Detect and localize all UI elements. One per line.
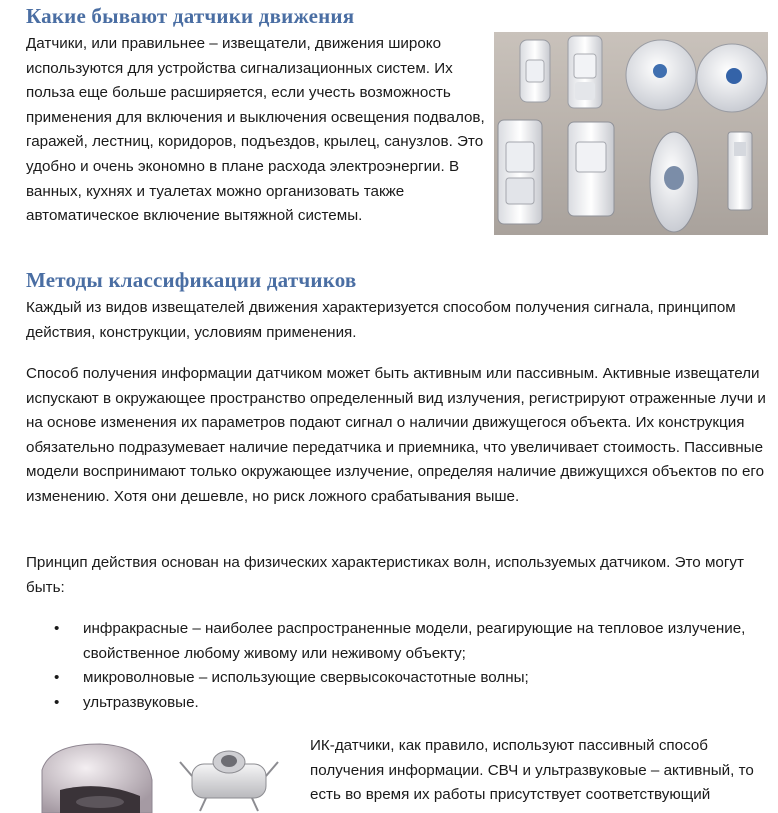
intro-paragraph: Датчики, или правильнее – извещатели, движения широко используются для устройства сигнализационных систем. Их польза еще больше расширяется, если учесть возможность применения для включения и выключения освещения подвалов, гаражей, лестниц, коридоров, подъездов, крылец, санузлов. Это удобно и очень экономно в плане расхода электроэнергии. В ванных, кухнях и туалетах можно организовать также автоматическое включение вытяжной системы. bbox=[26, 35, 485, 225]
sensor-types-list bbox=[26, 617, 746, 715]
motion-sensors-photo bbox=[494, 32, 768, 235]
list-item: • микроволновые – использующие свервысокочастотные волны; bbox=[26, 666, 746, 691]
list-item: • ультразвуковые. bbox=[26, 691, 746, 716]
ir-sensors-paragraph: ИК-датчики, как правило, используют пассивный способ получения информации. СВЧ и ультразвуковые – активный, то есть во время их работы присутствует соответствующий bbox=[310, 737, 754, 804]
ceiling-sensors-photo bbox=[30, 740, 290, 813]
heading-motion-sensor-types: Какие бывают датчики движения bbox=[26, 4, 355, 28]
bullet-icon: • bbox=[54, 693, 60, 711]
heading-classification-methods: Методы классификации датчиков bbox=[26, 268, 357, 292]
classification-paragraph: Каждый из видов извещателей движения характеризуется способом получения сигнала, принципом действия, конструкции, условиям применения. bbox=[26, 299, 736, 341]
list-item: • инфракрасные – наиболее распространенные модели, реагирующие на тепловое излучение, свойственное любому живому или неживому объекту; bbox=[26, 617, 746, 666]
signal-method-paragraph: Способ получения информации датчиком может быть активным или пассивным. Активные извещатели испускают в окружающее пространство определенный вид излучения, регистрируют отраженные лучи и на основе изменения их параметров подают сигнал о наличии движущегося объекта. Их конструкция обязательно подразумевает наличие передатчика и приемника, что увеличивает стоимость. Пассивные модели воспринимают только окружающее излучение, определяя наличие движущихся объектов по его изменению. Хотя они дешевле, но риск ложного срабатывания выше. bbox=[26, 365, 766, 505]
bullet-icon: • bbox=[54, 669, 60, 687]
bullet-icon: • bbox=[54, 620, 60, 637]
operating-principle-paragraph: Принцип действия основан на физических характеристиках волн, используемых датчиком. Это могут быть: bbox=[26, 554, 744, 596]
